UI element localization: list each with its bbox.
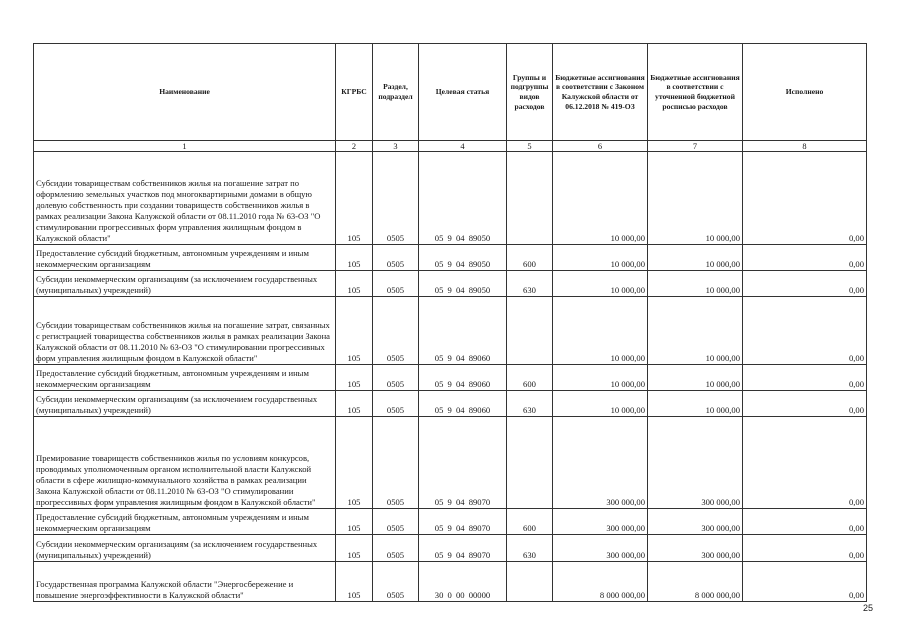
table-row — [34, 417, 867, 509]
column-number: 8 — [743, 141, 867, 152]
budget-table — [33, 43, 867, 602]
row-name: Субсидии товариществам собственников жилья на погашение затрат по оформлению земельных участков под многоквартирными домами в общую долевую собственность при создании товариществ собственников жилья в рамках реализации Закона Калужской области от 08.11.2010 года № 63-ОЗ "О стимулировании прогрессивных форм управления жилищным фондом в Калужской области" — [34, 152, 336, 245]
column-number: 5 — [507, 141, 553, 152]
column-number: 6 — [553, 141, 648, 152]
row-law-amount: 10 000,00 — [553, 152, 648, 245]
row-target: 30 0 00 00000 — [419, 562, 507, 602]
row-target: 05 9 04 89060 — [419, 391, 507, 417]
row-group: 630 — [507, 391, 553, 417]
row-group: 600 — [507, 509, 553, 535]
row-target: 05 9 04 89070 — [419, 417, 507, 509]
row-executed-amount: 0,00 — [743, 152, 867, 245]
row-refined-amount: 10 000,00 — [648, 245, 743, 271]
row-law-amount: 10 000,00 — [553, 365, 648, 391]
row-section: 0505 — [373, 365, 419, 391]
row-target: 05 9 04 89060 — [419, 297, 507, 365]
row-law-amount: 8 000 000,00 — [553, 562, 648, 602]
row-name: Субсидии некоммерческим организациям (за исключением государственных (муниципальных) учреждений) — [34, 391, 336, 417]
header-kgrbs: КГРБС — [336, 44, 373, 141]
row-law-amount: 10 000,00 — [553, 297, 648, 365]
row-law-amount: 300 000,00 — [553, 535, 648, 562]
row-name: Государственная программа Калужской области "Энергосбережение и повышение энергоэффективности в Калужской области" — [34, 562, 336, 602]
header-row — [34, 44, 867, 141]
row-executed-amount: 0,00 — [743, 297, 867, 365]
column-number: 3 — [373, 141, 419, 152]
column-number: 1 — [34, 141, 336, 152]
row-refined-amount: 10 000,00 — [648, 297, 743, 365]
column-number-row — [34, 141, 867, 152]
row-group — [507, 417, 553, 509]
header-law-allocations: Бюджетные ассигнования в соответствии с Законом Калужской области от 06.12.2018 № 419-ОЗ — [553, 44, 648, 141]
row-group: 600 — [507, 365, 553, 391]
row-executed-amount: 0,00 — [743, 535, 867, 562]
row-target: 05 9 04 89070 — [419, 535, 507, 562]
row-kgrbs: 105 — [336, 365, 373, 391]
row-name: Предоставление субсидий бюджетным, автономным учреждениям и иным некоммерческим организациям — [34, 509, 336, 535]
row-name: Субсидии некоммерческим организациям (за исключением государственных (муниципальных) учреждений) — [34, 271, 336, 297]
row-refined-amount: 300 000,00 — [648, 417, 743, 509]
header-target: Целевая статья — [419, 44, 507, 141]
table-row — [34, 271, 867, 297]
row-law-amount: 10 000,00 — [553, 391, 648, 417]
row-section: 0505 — [373, 535, 419, 562]
row-group: 630 — [507, 535, 553, 562]
table-row — [34, 297, 867, 365]
row-executed-amount: 0,00 — [743, 271, 867, 297]
column-number: 2 — [336, 141, 373, 152]
table-row — [34, 365, 867, 391]
row-kgrbs: 105 — [336, 509, 373, 535]
row-refined-amount: 300 000,00 — [648, 509, 743, 535]
row-refined-amount: 10 000,00 — [648, 391, 743, 417]
row-target: 05 9 04 89050 — [419, 245, 507, 271]
row-law-amount: 300 000,00 — [553, 509, 648, 535]
row-refined-amount: 8 000 000,00 — [648, 562, 743, 602]
row-group: 630 — [507, 271, 553, 297]
row-section: 0505 — [373, 297, 419, 365]
row-refined-amount: 10 000,00 — [648, 152, 743, 245]
row-executed-amount: 0,00 — [743, 391, 867, 417]
table-row — [34, 152, 867, 245]
header-groups: Группы и подгруппы видов расходов — [507, 44, 553, 141]
row-executed-amount: 0,00 — [743, 562, 867, 602]
table-row — [34, 562, 867, 602]
row-law-amount: 10 000,00 — [553, 271, 648, 297]
row-name: Субсидии некоммерческим организациям (за исключением государственных (муниципальных) учреждений) — [34, 535, 336, 562]
table-row — [34, 535, 867, 562]
row-section: 0505 — [373, 509, 419, 535]
row-law-amount: 300 000,00 — [553, 417, 648, 509]
row-target: 05 9 04 89060 — [419, 365, 507, 391]
page-number: 25 — [862, 603, 873, 613]
row-group — [507, 297, 553, 365]
row-kgrbs: 105 — [336, 152, 373, 245]
row-kgrbs: 105 — [336, 417, 373, 509]
header-refined-allocations: Бюджетные ассигнования в соответствии с уточненной бюджетной росписью расходов — [648, 44, 743, 141]
row-kgrbs: 105 — [336, 245, 373, 271]
row-target: 05 9 04 89050 — [419, 152, 507, 245]
row-name: Предоставление субсидий бюджетным, автономным учреждениям и иным некоммерческим организациям — [34, 365, 336, 391]
column-number: 4 — [419, 141, 507, 152]
row-group — [507, 152, 553, 245]
row-section: 0505 — [373, 152, 419, 245]
row-section: 0505 — [373, 562, 419, 602]
row-section: 0505 — [373, 271, 419, 297]
row-refined-amount: 300 000,00 — [648, 535, 743, 562]
row-refined-amount: 10 000,00 — [648, 365, 743, 391]
row-kgrbs: 105 — [336, 391, 373, 417]
table-row — [34, 509, 867, 535]
row-executed-amount: 0,00 — [743, 509, 867, 535]
row-executed-amount: 0,00 — [743, 245, 867, 271]
header-name: Наименование — [34, 44, 336, 141]
row-executed-amount: 0,00 — [743, 365, 867, 391]
row-target: 05 9 04 89050 — [419, 271, 507, 297]
row-name: Предоставление субсидий бюджетным, автономным учреждениям и иным некоммерческим организациям — [34, 245, 336, 271]
row-law-amount: 10 000,00 — [553, 245, 648, 271]
row-executed-amount: 0,00 — [743, 417, 867, 509]
row-target: 05 9 04 89070 — [419, 509, 507, 535]
header-executed: Исполнено — [743, 44, 867, 141]
row-kgrbs: 105 — [336, 271, 373, 297]
row-section: 0505 — [373, 417, 419, 509]
column-number: 7 — [648, 141, 743, 152]
row-section: 0505 — [373, 245, 419, 271]
table-row — [34, 391, 867, 417]
row-kgrbs: 105 — [336, 535, 373, 562]
row-group: 600 — [507, 245, 553, 271]
row-section: 0505 — [373, 391, 419, 417]
row-group — [507, 562, 553, 602]
row-kgrbs: 105 — [336, 297, 373, 365]
table-row — [34, 245, 867, 271]
row-name: Субсидии товариществам собственников жилья на погашение затрат, связанных с регистрацией товарищества собственников жилья в рамках реализации Закона Калужской области от 08.11.2010 № 63-ОЗ "О стимулировании прогрессивных форм управления жилищным фондом в Калужской области" — [34, 297, 336, 365]
header-section: Раздел, подраздел — [373, 44, 419, 141]
row-kgrbs: 105 — [336, 562, 373, 602]
row-refined-amount: 10 000,00 — [648, 271, 743, 297]
row-name: Премирование товариществ собственников жилья по условиям конкурсов, проводимых уполномоченным органом исполнительной власти Калужской области в сфере жилищно-коммунального хозяйства в рамках реализации Закона Калужской области от 08.11.2010 № 63-ОЗ "О стимулировании прогрессивных форм управления жилищным фондом в Калужской области" — [34, 417, 336, 509]
